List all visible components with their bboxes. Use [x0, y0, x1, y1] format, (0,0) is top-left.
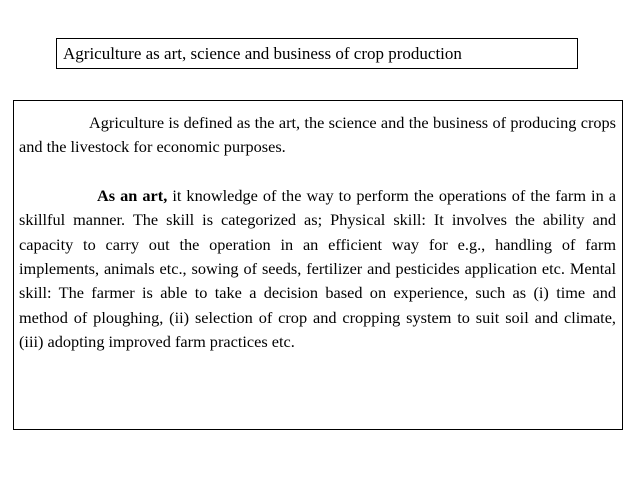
slide-title: Agriculture as art, science and business of crop production: [56, 38, 578, 69]
definition-paragraph: Agriculture is defined as the art, the science and the business of producing crops and the livestock for economic purposes.: [19, 113, 616, 157]
art-label: As an art,: [97, 185, 168, 205]
paragraph-spacer: [19, 160, 616, 184]
content-box: [13, 100, 623, 430]
art-paragraph: [19, 184, 616, 355]
art-text: it knowledge of the way to perform the operations of the farm in a skillful manner. The skill is categorized as; Physical skill: It involves the ability and capacity to carry out the operation in an efficient way for e.g., handling of farm implements, animals etc., sowing of seeds, fertilizer and pesticides application etc. Mental skill: The farmer is able to take a decision based on experience, such as (i) time and method of ploughing, (ii) selection of crop and cropping system to suit soil and climate, (iii) adopting improved farm practices etc.: [19, 185, 616, 352]
